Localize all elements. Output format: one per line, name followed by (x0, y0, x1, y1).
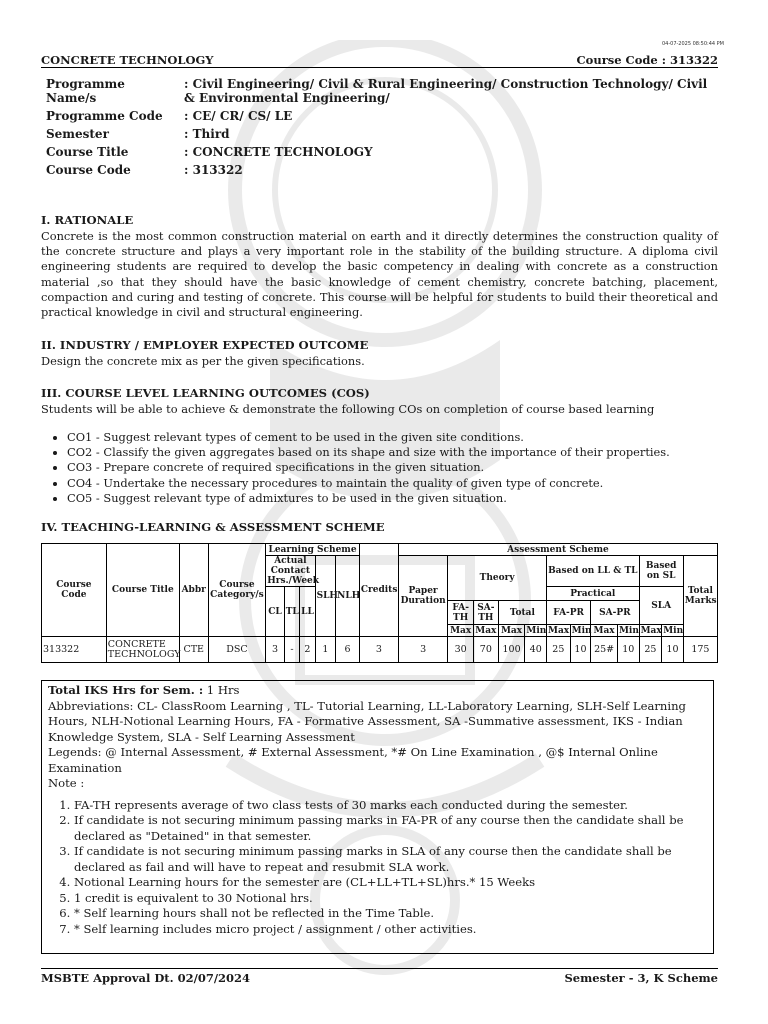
industry-outcome-text: Design the concrete mix as per the given specifications. (41, 354, 365, 368)
col-fa-th: FA-TH (448, 601, 474, 625)
info-row (41, 108, 718, 126)
cell-abbr: CTE (179, 637, 208, 663)
info-row (41, 144, 718, 162)
course-outcomes-heading: III. COURSE LEVEL LEARNING OUTCOMES (COS) (41, 386, 370, 400)
info-label: Programme Name/s (46, 77, 125, 105)
info-row (41, 162, 718, 180)
cell-fa-pr-min: 10 (570, 637, 591, 663)
footer-semester-scheme: Semester - 3, K Scheme (564, 971, 718, 985)
col-min: Min (571, 625, 592, 636)
col-actual-contact: Actual Contact Hrs./Week (267, 556, 320, 586)
col-sla: SLA (639, 587, 683, 625)
col-sa-th: SA-TH (474, 601, 499, 625)
iks-hours-value: 1 Hrs (203, 683, 240, 697)
cell-total-min: 40 (525, 637, 547, 663)
info-value: : Civil Engineering/ Civil & Rural Engineering/ Construction Technology/ Civil & Environmental Engineering/ (184, 77, 708, 105)
col-practical: Practical (547, 587, 640, 601)
info-value: : CONCRETE TECHNOLOGY (184, 145, 373, 159)
print-timestamp: 04-07-2025 08:50:44 PM (661, 41, 724, 47)
course-outcome-item: • CO3 - Prepare concrete of required specifications in the given situation. (67, 460, 744, 475)
info-value: : Third (184, 127, 230, 141)
note-item: 6. * Self learning hours shall not be reflected in the Time Table. (74, 906, 713, 922)
rationale-text: Concrete is the most common construction material on earth and it directly determines the construction quality of the concrete structure and plays a very important role in the stability of the building structure. A diploma civil engineering students are required to develop the basic competency in dealing with concrete as a construction material ,so that they should have the basic knowledge of cement chemistry, concrete batching, placement, compaction and curing and testing of concrete. This course will be helpful for students to build their theoretical and practical knowledge in civil and structural engineering. (41, 229, 718, 320)
iks-hours-label: Total IKS Hrs for Sem. : (48, 683, 204, 697)
scheme-heading: IV. TEACHING-LEARNING & ASSESSMENT SCHEME (41, 520, 385, 534)
note-item: 4. Notional Learning hours for the semester are (CL+LL+TL+SL)hrs.* 15 Weeks (74, 875, 713, 891)
info-label: Course Title (46, 145, 129, 159)
cell-sla-min: 10 (662, 637, 684, 663)
course-outcome-item: • CO2 - Classify the given aggregates based on its shape and size with the importance of their properties. (67, 445, 744, 460)
col-max: Max (548, 625, 570, 636)
col-credits: Credits (359, 544, 398, 637)
info-label: Semester (46, 127, 109, 141)
header-course-code: Course Code : 313322 (576, 53, 718, 67)
info-row (41, 126, 718, 144)
cell-slh: 1 (315, 637, 336, 663)
table-row (42, 637, 718, 663)
teaching-assessment-scheme-table (41, 543, 718, 663)
col-slh: SLH (315, 556, 336, 637)
cell-sa-pr-min: 10 (617, 637, 639, 663)
cell-tl: - (284, 637, 299, 663)
col-fa-pr: FA-PR (547, 601, 591, 625)
col-max: Max (475, 625, 497, 636)
course-outcomes-list (41, 430, 744, 506)
info-label: Course Code (46, 163, 131, 177)
col-total-marks: Total Marks (683, 556, 717, 637)
col-max: Max (640, 625, 662, 636)
info-label: Programme Code (46, 109, 163, 123)
col-min: Min (526, 625, 547, 636)
cell-course-title: CONCRETE TECHNOLOGY (106, 637, 179, 663)
cell-total-max: 100 (498, 637, 525, 663)
info-row (41, 76, 718, 108)
cell-fa-th-max: 30 (448, 637, 474, 663)
cell-sa-th-max: 70 (474, 637, 499, 663)
note-item: 3. If candidate is not securing minimum passing marks in SLA of any course then the candidate shall be declared as fail and will have to repeat and resubmit SLA work. (74, 844, 713, 875)
col-max: Max (448, 625, 474, 637)
notes-box (41, 680, 714, 954)
col-min: Min (618, 625, 639, 636)
programme-info-table (41, 76, 718, 180)
cell-fa-pr-max: 25 (547, 637, 571, 663)
note-item: 5. 1 credit is equivalent to 30 Notional hrs. (74, 891, 713, 907)
rationale-heading: I. RATIONALE (41, 213, 134, 227)
cell-sla-max: 25 (639, 637, 662, 663)
col-course-code: Course Code (42, 544, 107, 637)
course-outcome-item: • CO1 - Suggest relevant types of cement to be used in the given site conditions. (67, 430, 744, 445)
cell-category: DSC (208, 637, 266, 663)
course-outcome-item: • CO4 - Undertake the necessary procedures to maintain the quality of given type of concrete. (67, 476, 744, 491)
col-tl: TL (284, 587, 299, 637)
col-based-ll-tl: Based on LL & TL (547, 556, 640, 587)
note-item: 1. FA-TH represents average of two class tests of 30 marks each conducted during the semester. (74, 798, 713, 814)
col-max: Max (591, 625, 618, 637)
notes-list (48, 798, 713, 938)
cell-ll: 2 (300, 637, 315, 663)
iks-hours-line (48, 683, 713, 699)
col-theory-total: Total (498, 601, 546, 625)
cell-sa-pr-max: 25# (591, 637, 618, 663)
cell-course-code: 313322 (42, 637, 107, 663)
cell-nlh: 6 (336, 637, 360, 663)
page-header (41, 51, 718, 68)
cell-paper-duration: 3 (398, 637, 447, 663)
info-value: : 313322 (184, 163, 243, 177)
col-paper-duration: Paper Duration (398, 556, 447, 637)
note-item: 2. If candidate is not securing minimum passing marks in FA-PR of any course then the candidate shall be declared as "Detained" in that semester. (74, 813, 713, 844)
col-cl: CL (266, 587, 285, 637)
note-label: Note : (48, 776, 85, 790)
course-outcome-item: • CO5 - Suggest relevant type of admixtures to be used in the given situation. (67, 491, 744, 506)
col-nlh: NLH (336, 556, 360, 637)
footer-approval-date: MSBTE Approval Dt. 02/07/2024 (41, 971, 251, 985)
cell-credits: 3 (359, 637, 398, 663)
col-course-title: Course Title (106, 544, 179, 637)
col-assessment-scheme: Assessment Scheme (398, 544, 717, 556)
col-min: Min (663, 625, 684, 636)
col-sa-pr: SA-PR (591, 601, 639, 625)
industry-outcome-heading: II. INDUSTRY / EMPLOYER EXPECTED OUTCOME (41, 338, 369, 352)
col-based-sl: Based on SL (639, 556, 683, 587)
info-value: : CE/ CR/ CS/ LE (184, 109, 293, 123)
col-abbr: Abbr (179, 544, 208, 637)
legends-text: Legends: @ Internal Assessment, # External Assessment, *# On Line Examination , @$ Internal Online Examination (48, 745, 658, 775)
col-category: Course Category/s (208, 544, 266, 637)
col-theory: Theory (448, 556, 547, 601)
page-footer (41, 968, 718, 987)
note-item: 7. * Self learning includes micro project / assignment / other activities. (74, 922, 713, 938)
header-course-name: CONCRETE TECHNOLOGY (41, 53, 214, 67)
col-max: Max (498, 625, 525, 637)
col-learning-scheme: Learning Scheme (266, 544, 360, 556)
cell-total-marks: 175 (683, 637, 717, 663)
abbreviations-text: Abbreviations: CL- ClassRoom Learning , TL- Tutorial Learning, LL-Laboratory Learning, SLH-Self Learning Hours, NLH-Notional Learning Hours, FA - Formative Assessment, SA -Summative assessment, IKS - Indian Knowledge System, SLA - Self Learning Assessment (48, 698, 686, 744)
scheme-table-wrapper (41, 543, 718, 663)
col-ll: LL (300, 587, 315, 637)
course-outcomes-intro: Students will be able to achieve & demonstrate the following COs on completion of course based learning (41, 402, 655, 416)
cell-cl: 3 (266, 637, 285, 663)
